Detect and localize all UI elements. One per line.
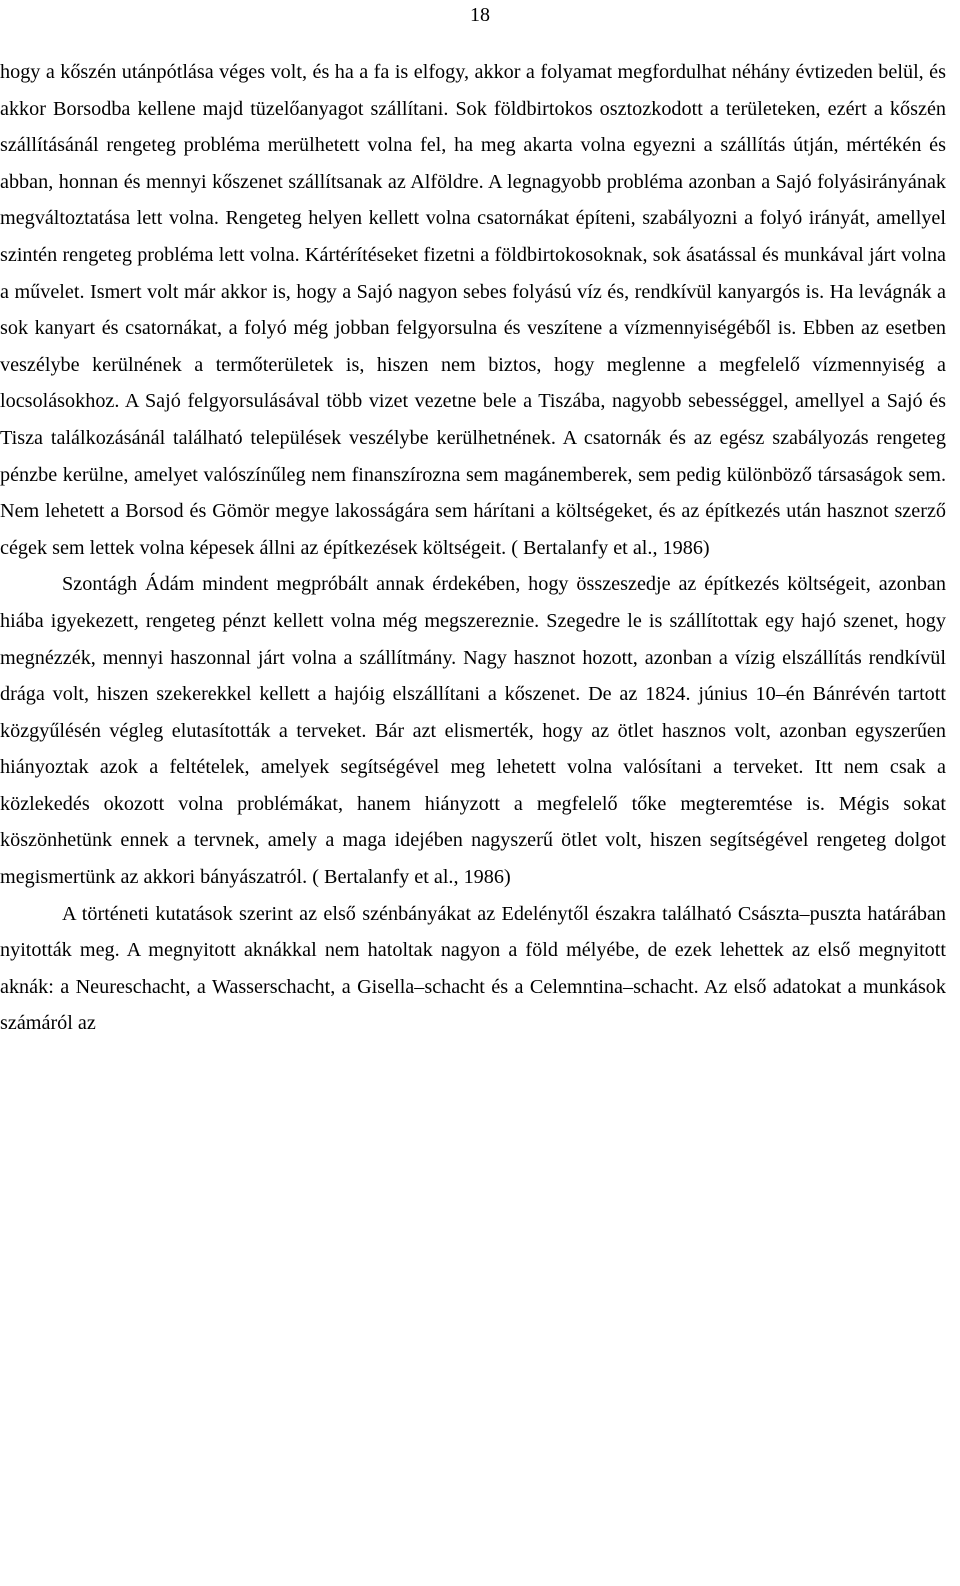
- paragraph-first-mines: A történeti kutatások szerint az első szénbányákat az Edelénytől északra található Császta–puszta határában nyitották meg. A megnyitott aknákkal nem hatoltak nagyon a föld mélyébe, de ezek lehettek az első megnyitott aknák: a Neureschacht, a Wasserschacht, a Gisella–schacht és a Celemntina–schacht. Az első adatokat a munkások számáról az: [0, 902, 946, 1035]
- paragraph-szontagh-plan: Szontágh Ádám mindent megpróbált annak érdekében, hogy összeszedje az építkezés költségeit, azonban hiába igyekezett, rengeteg pénzt kellett volna még megszereznie. Szegedre le is szállítottak egy hajó szenet, hogy megnézzék, mennyi haszonnal járt volna a szállítmány. Nagy hasznot hozott, azonban a vízig elszállítás rendkívül drága volt, hiszen szekerekkel kellett a hajóig elszállítani a kőszenet. De az 1824. június 10–én Bánrévén tartott közgyűlésén végleg elutasították a terveket. Bár azt elismerték, hogy az ötlet hasznos volt, azonban egyszerűen hiányoztak azok a feltételek, amelyek segítségével meg lehetett volna valósítani a terveket. Itt nem csak a közlekedés okozott volna problémákat, hanem hiányzott a megfelelő tőke megteremtése is. Mégis sokat köszönhetünk ennek a tervnek, amely a maga idejében nagyszerű ötlet volt, hiszen segítségével rengeteg dolgot megismertünk az akkori bányászatról. ( Bertalanfy et al., 1986): [0, 573, 946, 889]
- body-text: [0, 54, 946, 1042]
- paragraph-coal-transport: hogy a kőszén utánpótlása véges volt, és ha a fa is elfogy, akkor a folyamat megfordulhat néhány évtizeden belül, és akkor Borsodba kellene majd tüzelőanyagot szállítani. Sok földbirtokos osztozkodott a területeken, ezért a kőszén szállításánál rengeteg probléma merülhetett volna fel, ha meg akarta volna egyezni a szállítás útján, mértékén és abban, honnan és mennyi kőszenet szállítsanak az Alföldre. A legnagyobb probléma azonban a Sajó folyásirányának megváltoztatása lett volna. Rengeteg helyen kellett volna csatornákat építeni, szabályozni a folyó irányát, amellyel szintén rengeteg probléma lett volna. Kártérítéseket fizetni a földbirtokosoknak, sok ásatással és munkával járt volna a művelet. Ismert volt már akkor is, hogy a Sajó nagyon sebes folyású víz és, rendkívül kanyargós is. Ha levágnák a sok kanyart és csatornákat, a folyó még jobban felgyorsulna és veszítene a vízmennyiségéből is. Ebben az esetben veszélybe kerülnének a termőterületek is, hiszen nem biztos, hogy meglenne a megfelelő vízmennyiség a locsolásokhoz. A Sajó felgyorsulásával több vizet vezetne bele a Tiszába, nagyobb sebességgel, amellyel a Sajó és Tisza találkozásánál található települések veszélybe kerülhetnének. A csatornák és az egész szabályozás rengeteg pénzbe kerülne, amelyet valószínűleg nem finanszírozna sem magánemberek, sem pedig különböző társaságok sem. Nem lehetett a Borsod és Gömör megye lakosságára sem hárítani a költségeket, és az építkezés után hasznot szerző cégek sem lettek volna képesek állni az építkezések költségeit. ( Bertalanfy et al., 1986): [0, 61, 946, 559]
- page-number: 18: [470, 4, 490, 26]
